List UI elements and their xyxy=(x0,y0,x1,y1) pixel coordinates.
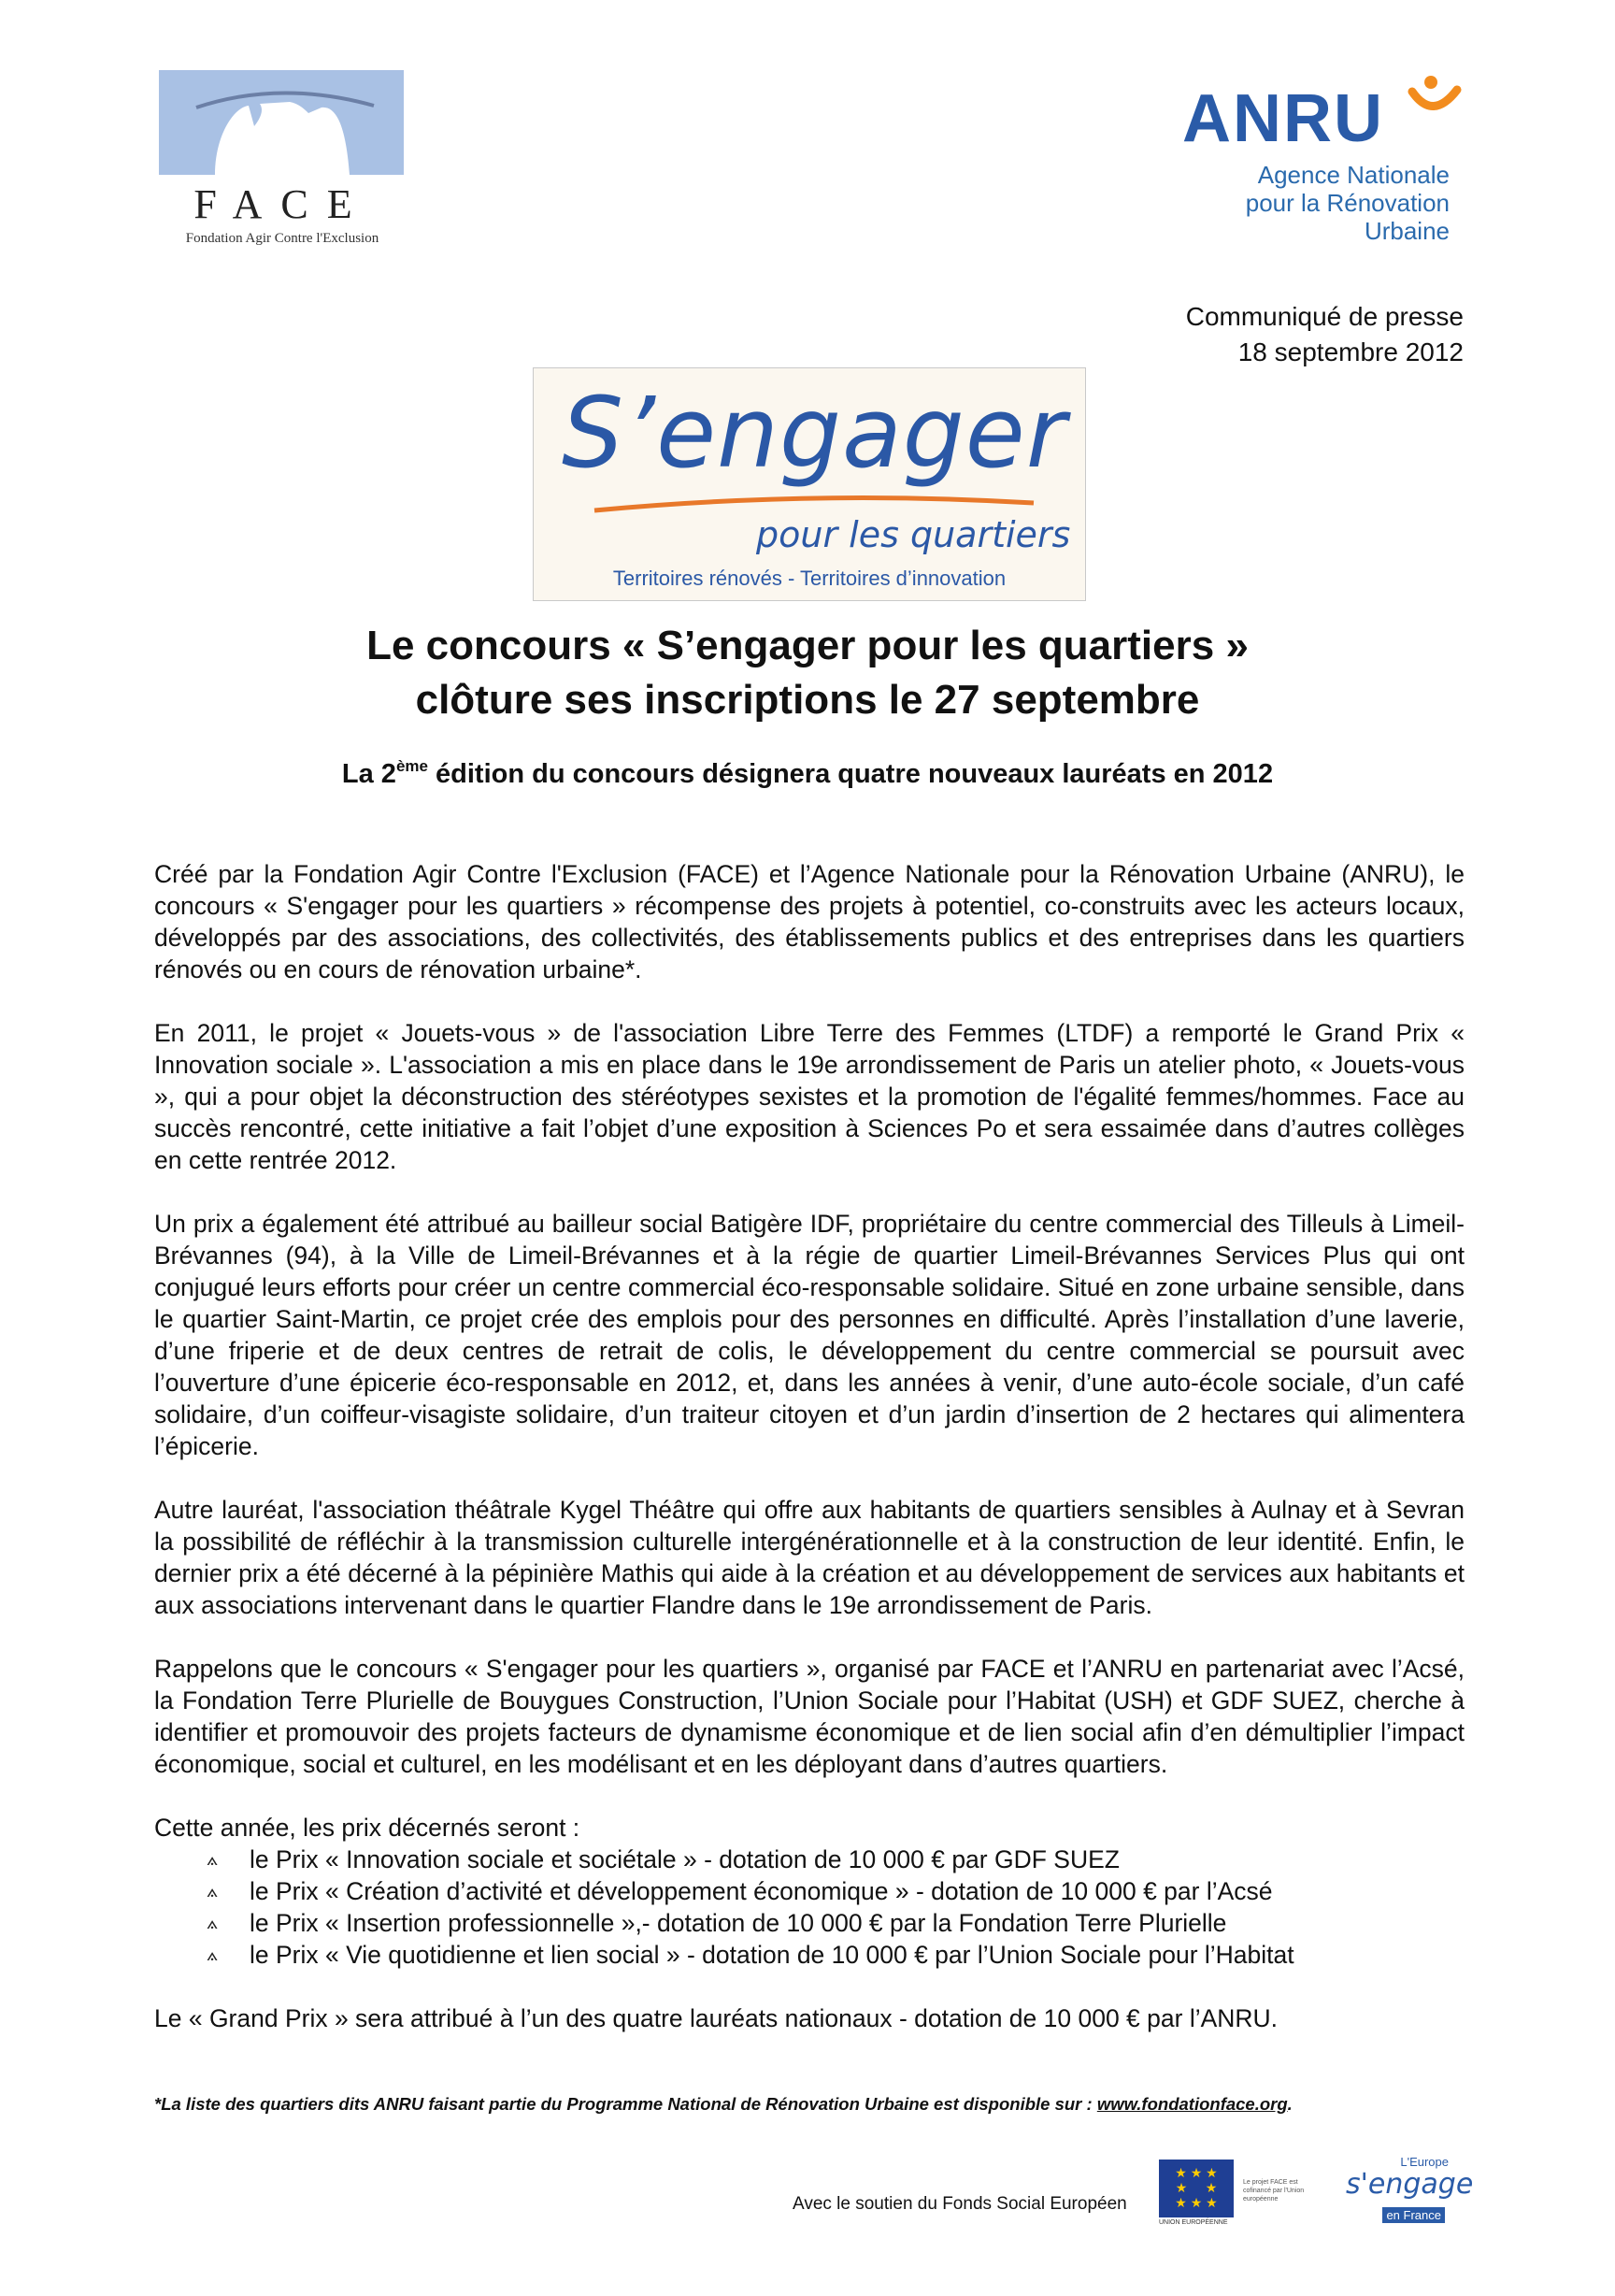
footnote-end: . xyxy=(1287,2094,1293,2114)
eu-flag-logo xyxy=(1159,2160,1234,2217)
sengager-logo-small: pour les quartiers xyxy=(756,514,1071,555)
grand-prix: Le « Grand Prix » sera attribué à l’un des quatre lauréats nationaux - dotation de 10 000 € par l’ANRU. xyxy=(154,2004,1279,2032)
sengager-swoosh-icon xyxy=(590,488,1038,516)
face-logo-subtitle: Fondation Agir Contre l'Exclusion xyxy=(185,231,379,246)
paragraph-partners: Rappelons que le concours « S'engager pour les quartiers », organisé par FACE et l’ANRU en partenariat avec l’Acsé, la Fondation Terre Plurielle de Bouygues Construction, l’Union Sociale pour l’Habitat (USH) et GDF SUEZ, cherche à identifier et promouvoir des projets facteurs de dynamisme économique et de lien social afin d’en démultiplier l’impact économique, social et culturel, en les modélisant et en les déployant dans d’autres quartiers. xyxy=(154,1655,1465,1778)
paragraph-intro: Créé par la Fondation Agir Contre l'Exclusion (FACE) et l’Agence Nationale pour la Rénovation Urbaine (ANRU), le concours « S'engager pour les quartiers » récompense des projets à potentiel, co-construits avec les acteurs locaux, développés par des associations, des collectivités, des établissements publics et des entreprises dans les quartiers rénovés ou en cours de rénovation urbaine*. xyxy=(154,860,1465,983)
footnote-text: *La liste des quartiers dits ANRU faisant partie du Programme National de Rénovation Urbaine est disponible sur : xyxy=(154,2094,1097,2114)
prizes-intro: Cette année, les prix décernés seront : xyxy=(154,1814,580,1842)
headline-line2: clôture ses inscriptions le 27 septembre xyxy=(415,677,1200,723)
face-logo-graphic xyxy=(159,70,404,175)
sengager-logo-big: S’engager xyxy=(562,376,1067,490)
press-type: Communiqué de presse xyxy=(1185,302,1464,331)
eu-caption: UNION EUROPÉENNE xyxy=(1159,2219,1228,2226)
anru-line2: pour la Rénovation xyxy=(1245,189,1450,217)
footnote-link[interactable]: www.fondationface.org xyxy=(1096,2094,1288,2114)
europe-logo-mid: s'engage xyxy=(1346,2168,1474,2201)
subtitle-before: La 2 xyxy=(341,759,396,789)
headline-line1: Le concours « S’engager pour les quartiers » xyxy=(366,623,1249,668)
prize-item xyxy=(207,1907,1465,1939)
prize-list xyxy=(154,1844,1465,1971)
subtitle-sup: ème xyxy=(395,757,428,775)
anru-line1: Agence Nationale xyxy=(1257,161,1450,189)
europe-logo-top: L'Europe xyxy=(1400,2155,1449,2169)
face-logo xyxy=(157,70,407,248)
anru-logo xyxy=(1136,73,1472,251)
subtitle-after: édition du concours désignera quatre nouveaux lauréats en 2012 xyxy=(427,759,1274,789)
subtitle xyxy=(0,757,1615,790)
eu-stars-icon: ★ ★ ★ ★ ★ ★ ★ ★ xyxy=(1175,2165,1218,2210)
footnote xyxy=(154,2094,1465,2115)
support-text: Avec le soutien du Fonds Social Européen xyxy=(793,2194,1127,2214)
prize-text: le Prix « Insertion professionnelle »,- dotation de 10 000 € par la Fondation Terre Plurielle xyxy=(250,1909,1227,1937)
europe-logo-bot: en France xyxy=(1382,2207,1445,2223)
face-logo-word: FACE xyxy=(193,181,371,227)
europe-sengage-logo xyxy=(1346,2155,1474,2230)
sengager-logo-tagline: Territoires rénovés - Territoires d’innovation xyxy=(612,567,1007,590)
triangle-bullet-icon: ⟑ xyxy=(207,1881,219,1901)
prize-item xyxy=(207,1844,1465,1875)
paragraph-2011: En 2011, le projet « Jouets-vous » de l'association Libre Terre des Femmes (LTDF) a remporté le Grand Prix « Innovation sociale ». L'association a mis en place dans le 19e arrondissement de Paris un atelier photo, « Jouets-vous », qui a pour objet la déconstruction des stéréotypes sexistes et la promotion de l'égalité femmes/hommes. Face au succès rencontré, cette initiative a fait l’objet d’une exposition à Sciences Po et sera essaimée dans d’autres collèges en cette rentrée 2012. xyxy=(154,1019,1465,1174)
anru-line3: Urbaine xyxy=(1364,217,1450,245)
prize-text: le Prix « Innovation sociale et sociétale » - dotation de 10 000 € par GDF SUEZ xyxy=(250,1845,1120,1873)
prize-item xyxy=(207,1875,1465,1907)
triangle-bullet-icon: ⟑ xyxy=(207,1944,219,1965)
paragraph-batigere: Un prix a également été attribué au bailleur social Batigère IDF, propriétaire du centre commercial des Tilleuls à Limeil-Brévannes (94), à la Ville de Limeil-Brévannes et à la régie de quartier Limeil-Brévannes Services Plus qui ont conjugué leurs efforts pour créer un centre commercial éco-responsable solidaire. Situé en zone urbaine sensible, dans le quartier Saint-Martin, ce projet crée des emplois pour des personnes en difficulté. Après l’installation d’une laverie, d’une friperie et de deux centres de retrait de colis, le développement du centre commercial se poursuit avec l’ouverture d’une épicerie éco-responsable en 2012, et, dans les années à venir, d’une auto-école sociale, d’un café solidaire, d’un coiffeur-visagiste solidaire, d’un traiteur citoyen et d’un jardin d’insertion de 2 hectares qui alimentera l’épicerie. xyxy=(154,1210,1465,1460)
body-text xyxy=(154,858,1465,2066)
triangle-bullet-icon: ⟑ xyxy=(207,1849,219,1870)
press-date: 18 septembre 2012 xyxy=(1237,337,1464,366)
anru-logo-word: ANRU xyxy=(1182,81,1384,156)
press-info xyxy=(1065,299,1464,370)
sengager-logo xyxy=(533,367,1086,601)
triangle-bullet-icon: ⟑ xyxy=(207,1913,219,1933)
eu-note: Le projet FACE est cofinancé par l'Union européenne xyxy=(1243,2179,1305,2203)
prize-text: le Prix « Vie quotidienne et lien social » - dotation de 10 000 € par l’Union Sociale pour l’Habitat xyxy=(250,1941,1294,1969)
prize-text: le Prix « Création d’activité et développement économique » - dotation de 10 000 € par l’Acsé xyxy=(250,1877,1273,1905)
paragraph-kygel: Autre lauréat, l'association théâtrale Kygel Théâtre qui offre aux habitants de quartiers sensibles à Aulnay et à Sevran la possibilité de réfléchir à la transmission culturelle intergénérationnelle et à la construction de leur identité. Enfin, le dernier prix a été décerné à la pépinière Mathis qui aide à la création et au développement de services aux habitants et aux associations intervenant dans le quartier Flandre dans le 19e arrondissement de Paris. xyxy=(154,1496,1465,1619)
anru-smile-icon xyxy=(1407,73,1463,120)
prize-item xyxy=(207,1939,1465,1971)
